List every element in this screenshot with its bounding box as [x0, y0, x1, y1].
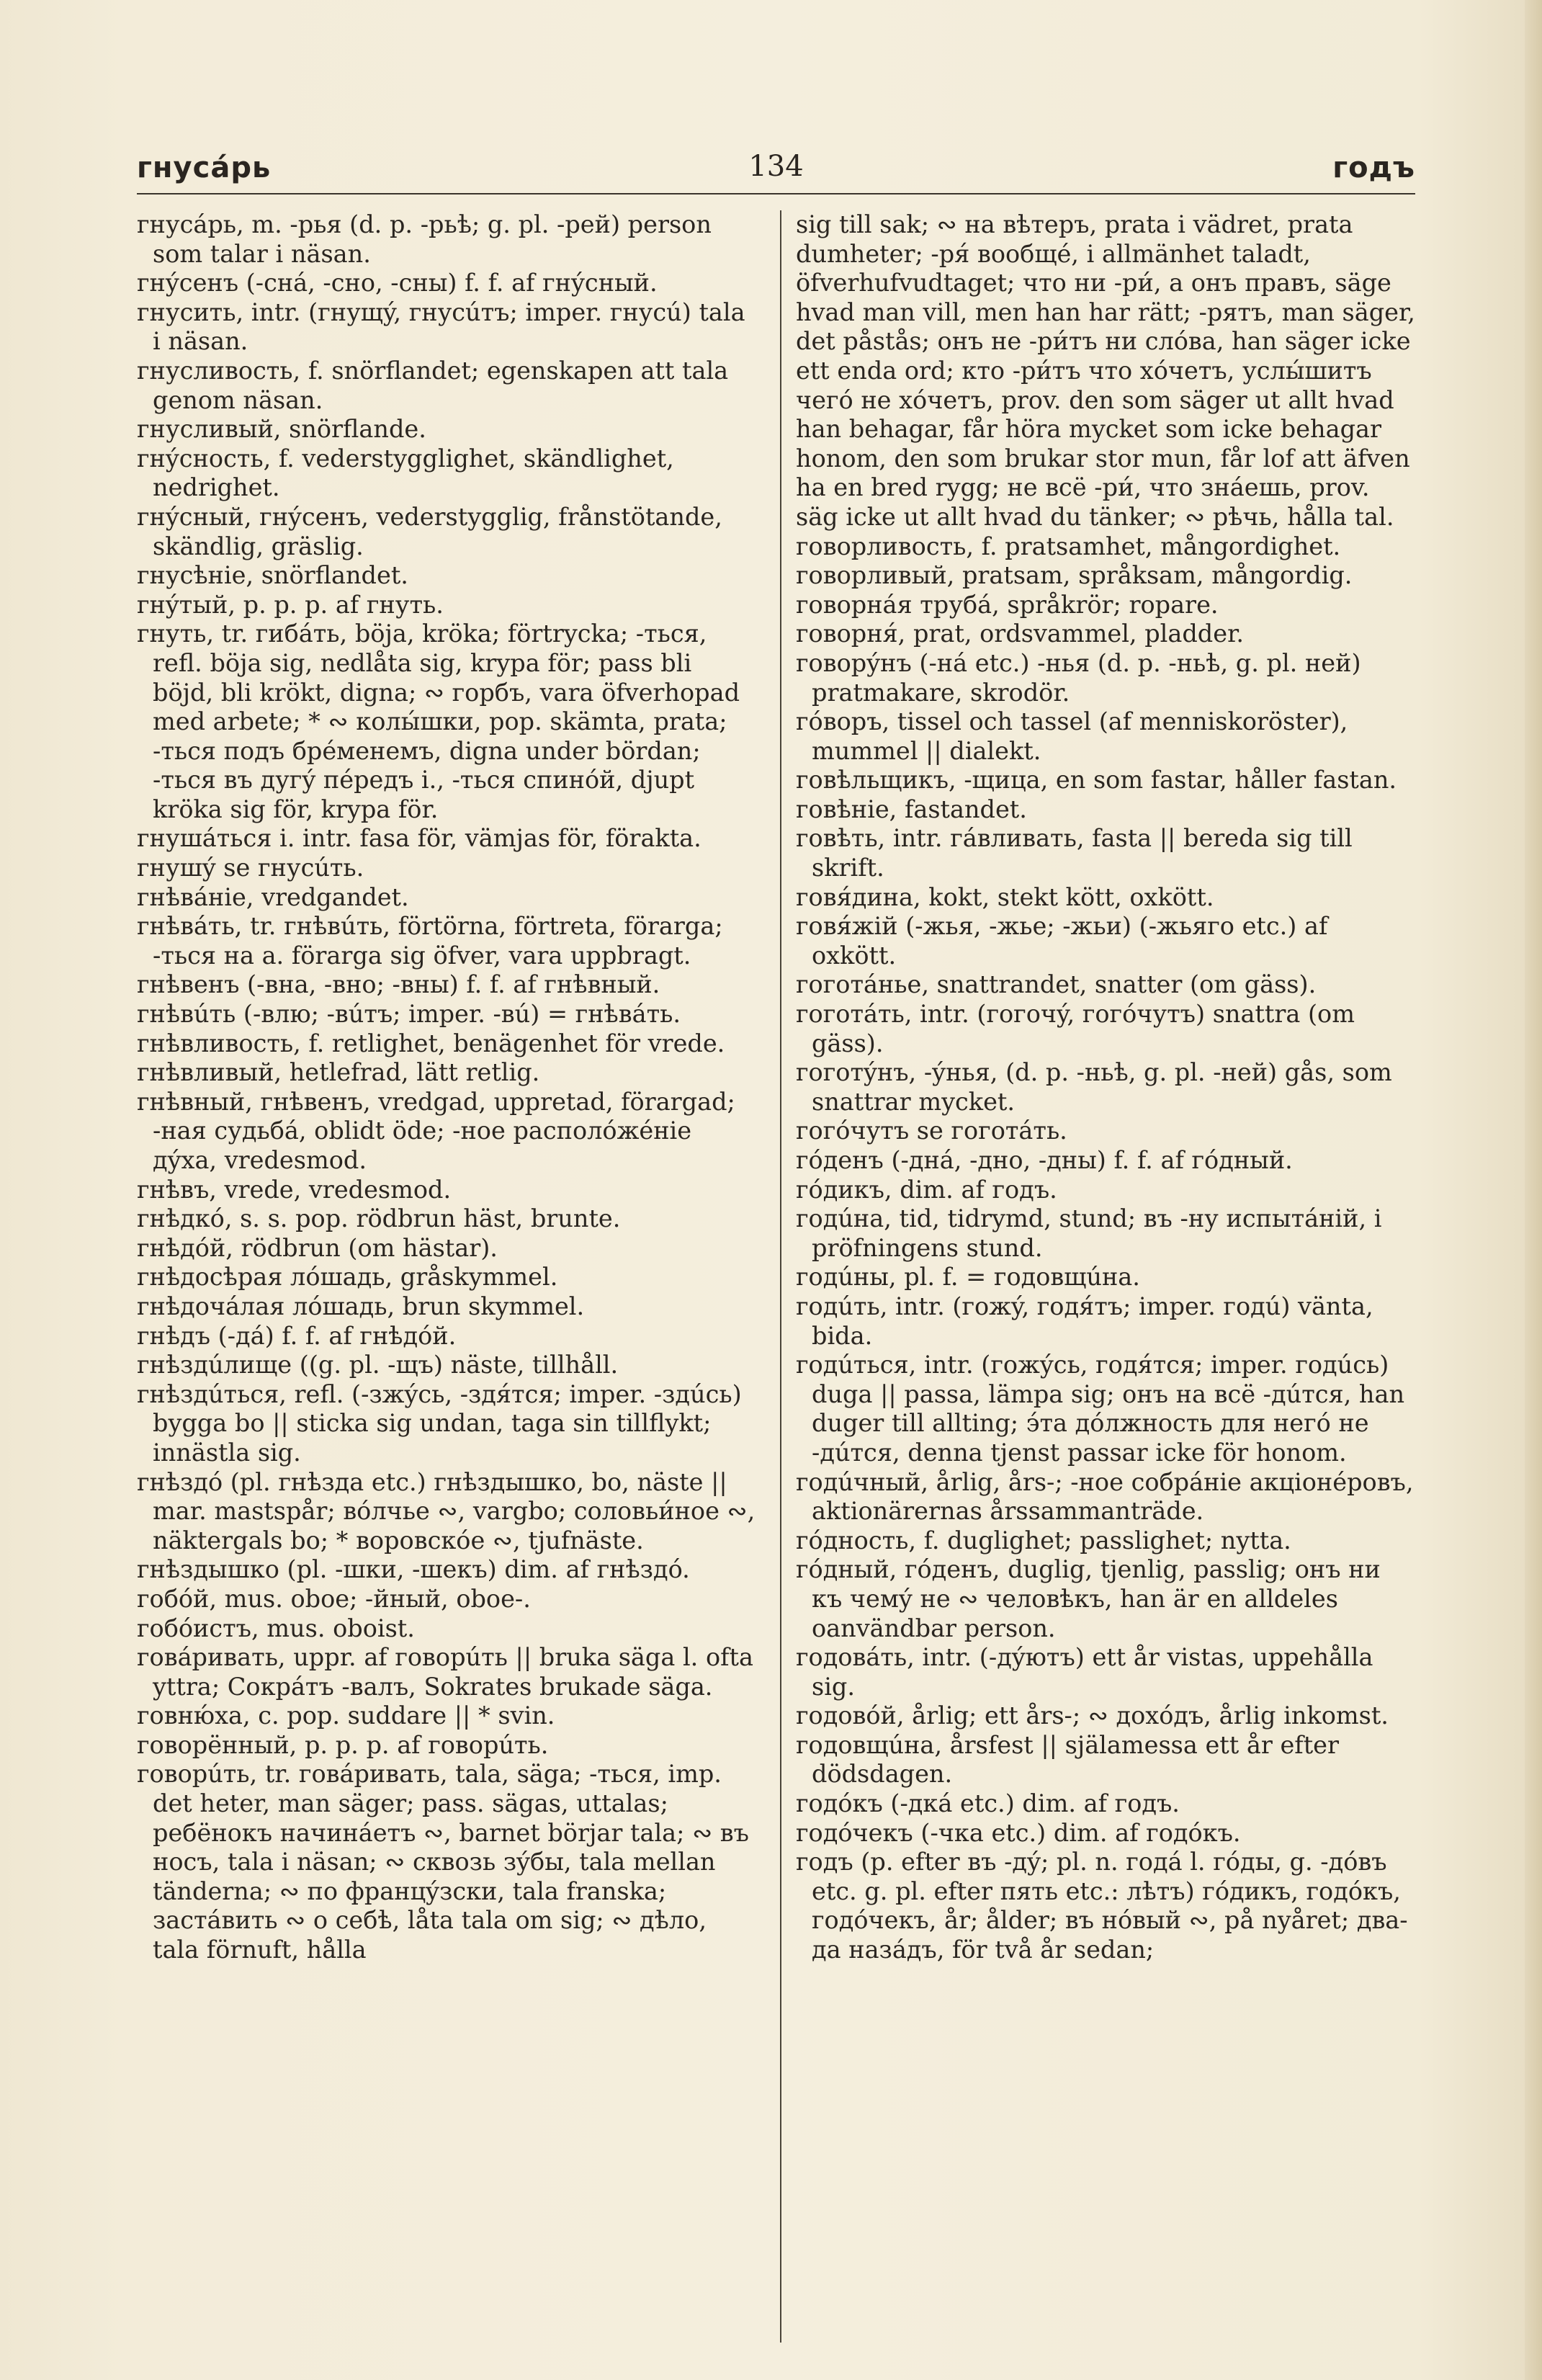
dictionary-entry: говѣніе, fastandet.: [796, 795, 1027, 823]
dictionary-entry: гнушáться i. intr. fasa för, vämjas för, förakta.: [137, 824, 701, 853]
dictionary-entry: гнѣдкó, s. s. pop. rödbrun häst, brunte.: [137, 1204, 621, 1233]
dictionary-entry: гнусливость, f. snörflandet; egenskapen att tala genom näsan.: [137, 356, 729, 414]
dictionary-entry: гобóй, mus. oboe; -йный, oboe-.: [137, 1584, 531, 1613]
dictionary-entry: гнѣвáніе, vredgandet.: [137, 882, 409, 911]
dictionary-entry: годóкъ (-дкá etc.) dim. af годъ.: [796, 1789, 1180, 1818]
dictionary-entry: годовáть, intr. (-дýютъ) ett år vistas, uppehålla sig.: [796, 1643, 1373, 1701]
dictionary-entry: гнѣвный, гнѣвенъ, vredgad, uppretad, förargad; -ная судьбá, oblidt öde; -ное располóже́ніе дýха, vredesmod.: [137, 1087, 735, 1174]
dictionary-entry: гнусить, intr. (гнущý, гнусúтъ; imper. гнусú) tala i näsan.: [137, 298, 745, 356]
dictionary-entry: годúться, intr. (гожýсь, годя́тся; imper. годúсь) duga || passa, lämpa sig; онъ на всё -дúтся, han duger till allting; э́та дóлжность для негó не -дúтся, denna tjenst passar icke för honom.: [796, 1351, 1405, 1467]
dictionary-entry: гнѣвенъ (-вна, -вно; -вны) f. f. af гнѣвный.: [137, 970, 660, 999]
dictionary-entry: гнѣвъ, vrede, vredesmod.: [137, 1175, 452, 1204]
dictionary-entry: гóдный, гóденъ, duglig, tjenlig, passlig; онъ ни къ чемý не ∾ человѣкъ, han är en alldeles oanvändbar person.: [796, 1555, 1381, 1642]
dictionary-entry: гогóчутъ se гоготáть.: [796, 1117, 1067, 1145]
dictionary-entry: гнýсность, f. vederstygglighet, skändlighet, nedrighet.: [137, 444, 674, 502]
dictionary-entry: гнýтый, p. p. p. af гнуть.: [137, 590, 444, 619]
dictionary-entry: гóдикъ, dim. af годъ.: [796, 1175, 1057, 1204]
dictionary-entry: годóчекъ (-чка etc.) dim. af годóкъ.: [796, 1818, 1241, 1847]
dictionary-entry: годúть, intr. (гожý, годя́тъ; imper. годú) vänta, bida.: [796, 1292, 1373, 1350]
column-separator: [780, 210, 781, 2343]
dictionary-entry: гнýсенъ (-снá, -сно, -сны) f. f. af гнýсный.: [137, 269, 658, 298]
dictionary-entry: говáривать, uppr. af говорúть || bruka säga l. ofta yttra; Сокрáтъ -валъ, Sokrates brukade säga.: [137, 1643, 753, 1701]
dictionary-entry: гнѣздышко (pl. -шки, -шекъ) dim. af гнѣздó.: [137, 1555, 690, 1584]
dictionary-entry: гóденъ (-днá, -дно, -дны) f. f. af гóдный.: [796, 1146, 1293, 1174]
dictionary-entry: годúна, tid, tidrymd, stund; въ -ну испытáній, i pröfningens stund.: [796, 1204, 1382, 1262]
dictionary-entry: sig till sak; ∾ на вѣтеръ, prata i vädret, prata dumheter; -ря́ вообщé, i allmänhet taladt, öfverhufvudtaget; что ни -ри́, а онъ правъ, säge hvad man vill, men han har rätt; -рятъ, man säger, det påstås; онъ не -ри́тъ ни слóва, han säger icke ett enda ord; кто -ри́тъ что хóчетъ, услы́шитъ чегó не хóчетъ, prov. den som säger ut allt hvad han behagar, får höra mycket som icke behagar honom, den som brukar stor mun, får lof att äfven ha en bred rygg; не всё -ри́, что знáешь, prov. säg icke ut allt hvad du tänker; ∾ рѣчь, hålla tal.: [796, 210, 1415, 531]
dictionary-entry: говорúть, tr. говáривать, tala, säga; -ться, imp. det heter, man säger; pass. sägas, uttalas; ребёнокъ начинáетъ ∾, barnet börjar tala; ∾ въ носъ, tala i näsan; ∾ сквозь зýбы, tala mellan tänderna; ∾ по францýзски, tala franska; застáвить ∾ о себѣ, låta tala om sig; ∾ дѣло, tala förnuft, hålla: [137, 1760, 749, 1964]
dictionary-entry: говѣть, intr. гáвливать, fasta || bereda sig till skrift.: [796, 824, 1353, 882]
dictionary-entry: гнусливый, snörflande.: [137, 415, 426, 444]
dictionary-entry: гнѣдосѣрая лóшадь, gråskymmel.: [137, 1263, 558, 1292]
dictionary-entry: годъ (p. efter въ -дý; pl. n. годá l. гóды, g. -дóвъ etc. g. pl. efter пять etc.: лѣтъ) гóдикъ, годóкъ, годóчекъ, år; ålder; въ нóвый ∾, på nyåret; два- да назáдъ, för två år sedan;: [796, 1848, 1408, 1964]
dictionary-entry: гнусѣніе, snörflandet.: [137, 561, 408, 590]
header-rule: [137, 193, 1415, 194]
dictionary-entry: гоготáть, intr. (гогочý, гогóчутъ) snattra (om gäss).: [796, 1000, 1355, 1057]
dictionary-entry: говню́ха, c. pop. suddare || * svin.: [137, 1701, 555, 1730]
left-running-headword: гнусáрь: [137, 151, 272, 184]
dictionary-entry: гнѣвливость, f. retlighet, benägenhet för vrede.: [137, 1029, 725, 1057]
dictionary-entry: гнѣздó (pl. гнѣзда etc.) гнѣздышко, bo, näste || mar. mastspår; вóлчье ∾, vargbo; соловьи́ное ∾, näktergals bo; * воровскóе ∾, tjufnäste.: [137, 1467, 756, 1554]
dictionary-entry: гнусáрь, m. -рья (d. p. -рьѣ; g. pl. -рей) person som talar i näsan.: [137, 210, 712, 268]
dictionary-entry: говя́дина, kokt, stekt kött, oxkött.: [796, 882, 1214, 911]
dictionary-entry: говорнáя трубá, språkrör; ropare.: [796, 590, 1219, 619]
page-number: 134: [748, 150, 804, 183]
dictionary-entry: гнушý se гнусúть.: [137, 854, 364, 882]
dictionary-entry: говорённый, p. p. p. af говорúть.: [137, 1730, 549, 1759]
dictionary-entry: гóворъ, tissel och tassel (af menniskoröster), mummel || dialekt.: [796, 707, 1348, 765]
dictionary-entry: гнѣздúлище ((g. pl. -щъ) näste, tillhåll.: [137, 1351, 619, 1379]
dictionary-entry: говорливость, f. pratsamhet, mångordighet.: [796, 532, 1341, 560]
dictionary-entry: гнѣвáть, tr. гнѣвúть, förtörna, förtreta, förarga; -ться на a. förarga sig öfver, vara uppbragt.: [137, 912, 723, 970]
dictionary-entry: гнѣдочáлая лóшадь, brun skymmel.: [137, 1292, 585, 1320]
right-column: [796, 210, 1415, 2343]
dictionary-entry: гоготáнье, snattrandet, snatter (om gäss).: [796, 970, 1317, 999]
dictionary-entry: гнýсный, гнýсенъ, vederstygglig, frånstötande, skändlig, gräslig.: [137, 502, 722, 560]
page-edge: [1525, 0, 1542, 2380]
dictionary-entry: говорливый, pratsam, språksam, mångordig.: [796, 561, 1353, 590]
right-running-headword: годъ: [1332, 151, 1415, 184]
dictionary-entry: годúчный, årlig, års-; -ное собрáніе акціонéровъ, aktionärernas årssammanträde.: [796, 1467, 1414, 1526]
dictionary-entry: годовóй, årlig; ett års-; ∾ дохóдъ, årlig inkomst.: [796, 1701, 1389, 1730]
dictionary-entry: годовщúна, årsfest || själamessa ett år efter dödsdagen.: [796, 1730, 1340, 1789]
dictionary-entry: гоготýнъ, -ýнья, (d. p. -ньѣ, g. pl. -ней) gås, som snattrar mycket.: [796, 1058, 1392, 1116]
left-column: [137, 210, 756, 2343]
dictionary-entry: гнѣвúть (-влю; -вúтъ; imper. -вú) = гнѣвáть.: [137, 1000, 681, 1029]
dictionary-entry: гнѣздúться, refl. (-зжýсь, -здя́тся; imper. -здúсь) bygga bo || sticka sig undan, taga sin tillflykt; innästla sig.: [137, 1379, 742, 1467]
dictionary-entry: гнѣдъ (-дá) f. f. af гнѣдóй.: [137, 1321, 457, 1350]
dictionary-entry: говѣльщикъ, -щица, en som fastar, håller fastan.: [796, 766, 1397, 795]
dictionary-entry: говя́жій (-жья, -жье; -жьи) (-жьяго etc.) af oxkött.: [796, 912, 1328, 970]
dictionary-entry: гнѣвливый, hetlefrad, lätt retlig.: [137, 1058, 540, 1087]
dictionary-entry: гóдность, f. duglighet; passlighet; nytta.: [796, 1526, 1291, 1554]
dictionary-entry: годúны, pl. f. = годовщúна.: [796, 1263, 1140, 1292]
dictionary-entry: гобóистъ, mus. oboist.: [137, 1614, 415, 1642]
dictionary-entry: гнуть, tr. гибáть, böja, kröka; förtrycka; -ться, refl. böja sig, nedlåta sig, krypa för; pass bli böjd, bli krökt, digna; ∾ горбъ, vara öfverhopad med arbete; * ∾ колы́шки, pop. skämta, prata; -ться подъ бре́менемъ, digna under bördan; -ться въ дугý пе́редъ i., -ться спинóй, djupt kröka sig för, krypa för.: [137, 619, 740, 823]
dictionary-entry: говорýнъ (-нá etc.) -нья (d. p. -ньѣ, g. pl. ней) pratmakare, skrodör.: [796, 648, 1361, 707]
dictionary-entry: говорня́, prat, ordsvammel, pladder.: [796, 619, 1245, 648]
dictionary-entry: гнѣдóй, rödbrun (om hästar).: [137, 1233, 498, 1262]
